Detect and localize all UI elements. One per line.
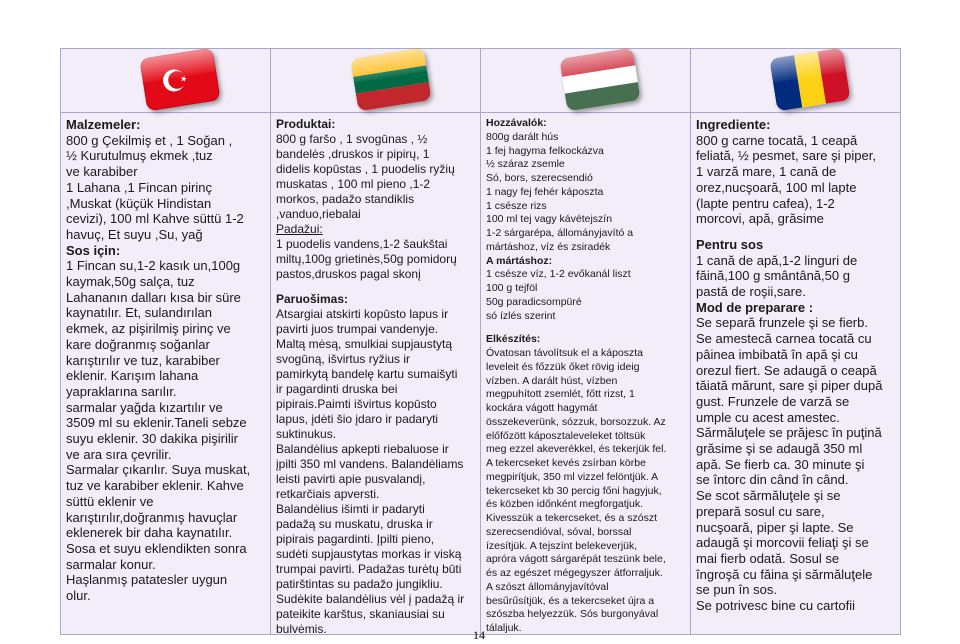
recipe-line: kare doğranmış soğanlar (66, 336, 210, 352)
recipe-line: pastos,druskos pagal skonį (276, 267, 421, 281)
sauce-heading: Pentru sos (696, 236, 764, 252)
recipe-line: mártáshoz, víz és zsiradék (486, 240, 611, 253)
recipe-line: ízesítjük. A tejszínt belekeverjük, (486, 539, 638, 552)
recipe-line: eklenerek bir daha kaynatılır. (66, 525, 233, 541)
recipe-line: Balandėlius išimti ir padaryti (276, 502, 425, 516)
recipe-line: A szószt állományjavítóval (486, 580, 609, 593)
recipe-line: szerecsendióval, sóval, borssal (486, 525, 632, 538)
recipe-line: 800g darált hús (486, 130, 559, 143)
recipe-line: vízben. A darált húst, vízben (486, 374, 618, 387)
recipe-line: grăsime şi se adaugă 350 ml (696, 441, 863, 457)
recipe-line: 800 g carne tocată, 1 ceapă (696, 132, 858, 148)
preparation-heading: Mod de preparare : (696, 299, 814, 315)
sauce-heading: A mártáshoz: (486, 254, 553, 267)
recipe-line: kockára vágott hagymát (486, 402, 598, 414)
recipe-line: svogūną, išvirtus ryžius ir (276, 352, 411, 366)
preparation-heading: Elkészítés: (486, 333, 541, 346)
recipe-line: előfőzött káposztaleveleket töltsük (486, 429, 646, 442)
recipe-line: karıştırılır,doğranmış havuçlar (66, 509, 238, 525)
recipe-line: 1-2 sárgarépa, állományjavító a (486, 227, 634, 239)
sauce-heading: Padažui: (276, 222, 323, 236)
recipe-line: leveleit és főzzük őket rövig ideig (486, 360, 640, 373)
recipe-line: bulvėmis. (276, 622, 327, 636)
recipe-line: retkarčiais apversti. (276, 487, 380, 501)
recipe-line: cevizi), 100 ml Kahve süttü 1-2 (66, 211, 244, 227)
recipe-line: 800 g Çekilmiş et , 1 Soğan , (66, 132, 233, 148)
recipe-line: 1 varză mare, 1 cană de (696, 164, 837, 180)
recipe-line: 100 ml tej vagy kávétejszín (486, 213, 613, 226)
ingredients-heading: Hozzávalók: (486, 117, 547, 129)
recipe-line: Óvatosan távolítsuk el a káposzta (486, 347, 644, 359)
recipe-line: morkos, padažo standiklis (276, 192, 415, 206)
recipe-line: ve ara sıra çevrilir. (66, 446, 172, 462)
recipe-line: ir pagardinti druska bei (276, 382, 398, 396)
recipe-line: összekeverünk, sózzuk, borsozzuk. Az (486, 415, 666, 428)
recipe-line: Sărmăluţele se prăjesc în puţină (696, 425, 882, 441)
recipe-line: és közben időnként megforgatjuk. (486, 498, 644, 511)
recipe-line: apă. Se fierb ca. 30 minute şi (696, 456, 865, 472)
recipe-line: umple cu acest amestec. (696, 409, 840, 425)
recipe-line: gust. Frunzele de varză se (696, 393, 850, 409)
recipe-line: olur. (66, 588, 91, 604)
recipe-line: 800 g faršo , 1 svogūnas , ½ (276, 132, 428, 146)
turkish-recipe (66, 117, 266, 604)
recipe-line: ,Muskat (küçük Hindistan (66, 195, 212, 211)
recipe-line: prepară sosul cu sare, (696, 503, 825, 519)
recipe-line: megpirítjuk, 350 ml vizzel felöntjük. A (486, 470, 659, 483)
recipe-line: süttü eklenir ve (66, 493, 154, 509)
recipe-line: morcovi, apă, grăsime (696, 211, 824, 227)
recipe-line: Se scot sărmăluţele şi se (696, 488, 841, 504)
recipe-line: sarmalar konur. (66, 556, 156, 572)
recipe-line: ,vanduo,riebalai (276, 207, 361, 221)
recipe-line: orez,nucşoară, 100 ml lapte (696, 179, 857, 195)
recipe-line: yapraklarına sarılır. (66, 383, 177, 399)
recipe-line: sarmalar yağda kızartılır ve (66, 399, 223, 415)
recipe-line: 100 g tejföl (486, 282, 538, 294)
recipe-line: karıştırılır ve tuz, karabiber (66, 352, 220, 368)
ingredients-heading: Ingrediente: (696, 117, 771, 132)
recipe-line: és az egészet mégegyszer átforraljuk. (486, 567, 663, 579)
recipe-line: trumpai pavirti. Padažas turėtų būti (276, 562, 462, 576)
recipe-line: Kivesszük a tekercseket, és a szószt (486, 512, 657, 524)
preparation-heading: Paruošimas: (276, 292, 349, 306)
recipe-line: havuç, Et suyu ,Su, yağ (66, 226, 203, 242)
recipe-line: pipirais pagardinti. Įpilti pieno, (276, 532, 435, 546)
recipe-line: adaugă şi morcovii feliaţi şi se (696, 535, 869, 551)
recipe-line: 1 csésze víz, 1-2 evőkanál liszt (486, 268, 631, 281)
recipe-line: didelis kopūstas , 1 puodelis ryžių (276, 162, 455, 176)
recipe-line: tálaljuk. (486, 622, 522, 634)
recipe-line: se pun în sos. (696, 582, 777, 598)
recipe-line: 1 Fincan su,1-2 kasık un,100g (66, 258, 241, 274)
sauce-heading: Sos için: (66, 242, 121, 258)
hungarian-recipe (486, 117, 690, 636)
row-divider (60, 112, 901, 113)
recipe-line: įpilti 350 ml vandens. Balandėliams (276, 457, 464, 471)
recipe-line: muskatas , 100 ml pieno ,1-2 (276, 177, 431, 191)
recipe-line: ekmek, az pişirilmiş pirinç ve (66, 321, 231, 337)
recipe-line: 1 cană de apă,1-2 linguri de (696, 252, 858, 268)
recipe-line: patirštintas su padažo jungikliu. (276, 577, 443, 591)
recipe-line: pavirti juos trumpai vandenyje. (276, 322, 439, 336)
lithuanian-recipe (276, 117, 476, 637)
recipe-line: ve karabiber (66, 164, 138, 180)
column-divider (690, 48, 691, 635)
recipe-line: Sosa et suyu eklendikten sonra (66, 540, 247, 556)
recipe-line: Sudėkite balandėlius vėl į padažą ir (276, 592, 465, 606)
recipe-line: Só, bors, szerecsendió (486, 172, 593, 184)
recipe-line: pipirais.Paimti išvirtus kopūsto (276, 397, 437, 411)
recipe-line: Sarmalar çıkarılır. Suya muskat, (66, 462, 251, 478)
recipe-line: kaynatılır. Et, sulandırılan (66, 305, 212, 321)
recipe-line: suktinukus. (276, 427, 337, 441)
recipe-line: orezul fiert. Se adaugă o ceapă (696, 362, 877, 378)
recipe-line: tuz ve karabiber eklenir. Kahve (66, 478, 244, 494)
recipe-line: 1 nagy fej fehér káposzta (486, 185, 604, 198)
recipe-line: Balandėlius apkepti riebaluose ir (276, 442, 449, 456)
recipe-line: apróra vágott sárgarépát teszünk bele, (486, 553, 666, 566)
recipe-line: nucşoară, piper şi lapte. Se (696, 519, 854, 535)
recipe-line: 3509 ml su eklenir.Taneli sebze (66, 415, 247, 431)
recipe-line: suyu eklenir. 30 dakika pişirilir (66, 431, 238, 447)
recipe-line: padažą su muskatu, druska ir (276, 517, 433, 531)
ingredients-heading: Malzemeler: (66, 117, 141, 132)
recipe-line: meg ezzel akeverékkel, és tekerjük fel. (486, 443, 667, 456)
recipe-line: tăiată mărunt, sare şi piper după (696, 378, 883, 394)
recipe-line: se întorc din când în când. (696, 472, 849, 488)
column-divider (270, 48, 271, 635)
recipe-line: 1 Lahana ,1 Fincan pirinç (66, 179, 212, 195)
recipe-line: pateikite karštus, skaniausiai su (276, 607, 445, 621)
recipe-line: besűrűsítjük, és a tekercseket újra a (486, 594, 655, 607)
recipe-line: miltų,100g grietinės,50g pomidorų (276, 252, 457, 266)
romanian-recipe (696, 117, 896, 614)
recipe-line: lapus, įdėti šio įdaro ir padaryti (276, 412, 439, 426)
recipe-line: Lahananın dalları kısa bir süre (66, 289, 241, 305)
recipe-line: feliată, ½ pesmet, sare şi piper, (696, 148, 876, 164)
recipe-line: ½ száraz zsemle (486, 158, 565, 171)
recipe-line: ½ Kurutulmuş ekmek ,tuz (66, 148, 213, 164)
recipe-line: pamirkytą bandelę kartu sumaišyti (276, 367, 458, 381)
recipe-line: 50g paradicsompüré (486, 295, 582, 308)
recipe-line: 1 puodelis vandens,1-2 šaukštai (276, 237, 448, 251)
recipe-line: (lapte pentru cafea), 1-2 (696, 195, 835, 211)
recipe-line: sudėti supjaustytas morkas ir viską (276, 547, 462, 561)
recipe-line: 1 fej hagyma felkockázva (486, 144, 604, 157)
recipe-line: szószba helyezzük. Sós burgonyával (486, 608, 659, 621)
recipe-line: kaymak,50g salça, tuz (66, 274, 195, 290)
recipe-line: îngroşă cu făina şi sărmăluţele (696, 566, 873, 582)
recipe-line: mai fierb odată. Sosul se (696, 550, 840, 566)
recipe-line: Haşlanmış patatesler uygun (66, 572, 228, 588)
recipe-line: megpuhított zsemlét, főtt rizst, 1 (486, 388, 635, 401)
recipe-line: pastă de roşii,sare. (696, 284, 806, 300)
recipe-line: Atsargiai atskirti kopūsto lapus ir (276, 307, 449, 321)
recipe-line: Maltą mėsą, smulkiai supjaustytą (276, 337, 453, 351)
column-divider (480, 48, 481, 635)
recipe-line: 1 csésze rizs (486, 199, 547, 212)
ingredients-heading: Produktai: (276, 117, 336, 131)
recipe-line: pâinea imbibată în apă şi cu (696, 346, 858, 362)
recipe-line: tekercseket kb 30 percig főni hagyjuk, (486, 484, 662, 497)
page-number: 14 (473, 628, 485, 642)
recipe-line: Se separă frunzele şi se fierb. (696, 315, 868, 331)
recipe-line: só ízlés szerint (486, 309, 556, 322)
recipe-line: A tekercseket kevés zsírban körbe (486, 457, 646, 469)
recipe-line: eklenir. Karışım lahana (66, 368, 199, 384)
recipe-line: făină,100 g smântână,50 g (696, 268, 850, 284)
recipe-line: Se amestecă carnea tocată cu (696, 331, 872, 347)
recipe-line: leisti pavirti apie pusvalandį, (276, 472, 426, 486)
recipe-line: bandelės ,druskos ir pipirų, 1 (276, 147, 430, 161)
recipe-line: Se potrivesc bine cu cartofii (696, 598, 855, 614)
